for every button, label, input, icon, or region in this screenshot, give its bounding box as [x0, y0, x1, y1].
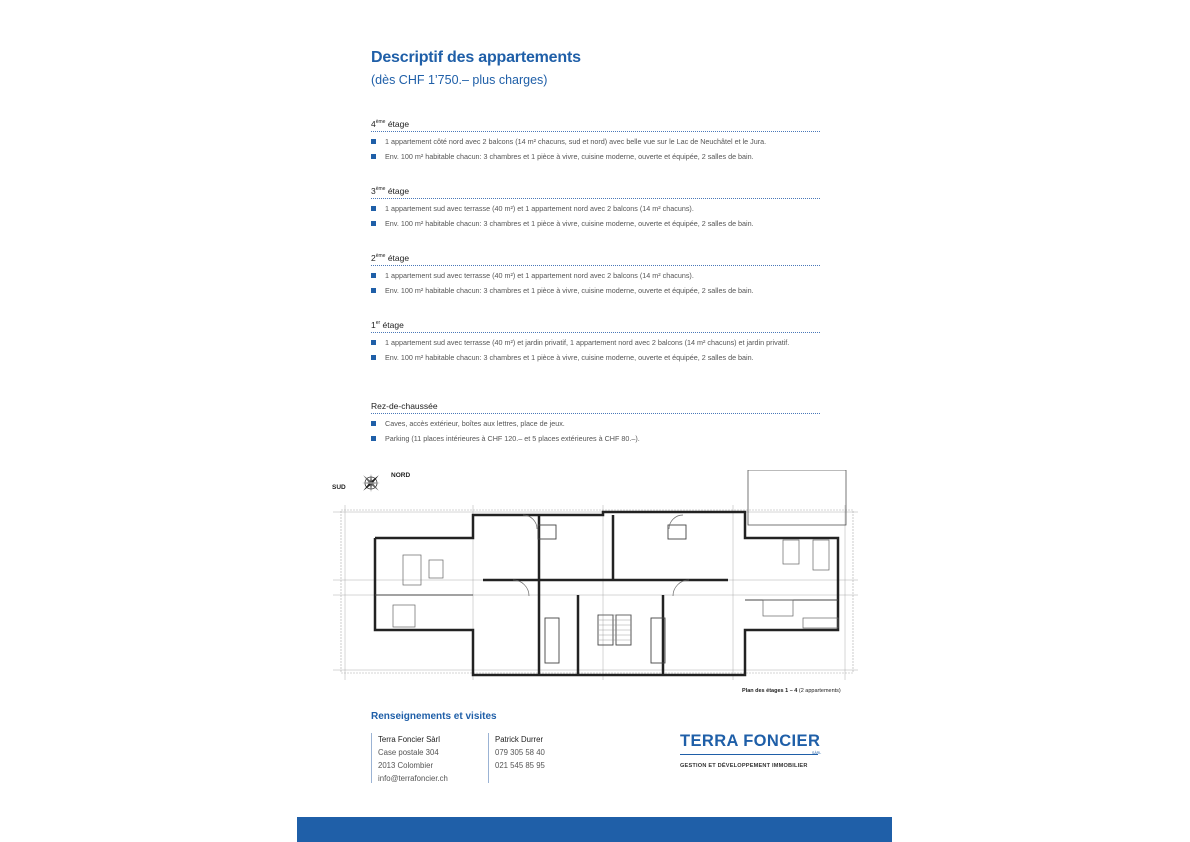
page-subtitle: (dès CHF 1’750.– plus charges) — [371, 73, 548, 87]
company-email[interactable]: info@terrafoncier.ch — [378, 774, 448, 783]
section-heading: 3ème étage — [371, 186, 820, 199]
list-item: 1 appartement côté nord avec 2 balcons (14 m² chacuns, sud et nord) avec belle vue sur le Lac de Neuchâtel et le Jura. — [371, 137, 820, 147]
list-item: 1 appartement sud avec terrasse (40 m²) et 1 appartement nord avec 2 balcons (14 m² chacuns). — [371, 271, 820, 281]
contact-divider — [371, 733, 372, 783]
plan-caption: Plan des étages 1 – 4 (2 appartements) — [742, 688, 841, 694]
logo-legal: SÀRL — [812, 751, 822, 755]
company-postbox: Case postale 304 — [378, 748, 439, 757]
section-heading: 1er étage — [371, 320, 820, 333]
section-heading: 2ème étage — [371, 253, 820, 266]
section-3rd-floor — [371, 186, 820, 234]
list-item: Parking (11 places intérieures à CHF 120.– et 5 places extérieures à CHF 80.–). — [371, 434, 820, 444]
section-heading: 4ème étage — [371, 119, 820, 132]
footer-bar — [297, 817, 892, 842]
person-phone-fixed[interactable]: 021 545 85 95 — [495, 761, 545, 770]
section-2nd-floor — [371, 253, 820, 301]
list-item: Env. 100 m² habitable chacun: 3 chambres et 1 pièce à vivre, cuisine moderne, ouverte et équipée, 2 salles de bain. — [371, 152, 820, 162]
logo-tagline: GESTION ET DÉVELOPPEMENT IMMOBILIER — [680, 763, 808, 769]
list-item: Env. 100 m² habitable chacun: 3 chambres et 1 pièce à vivre, cuisine moderne, ouverte et équipée, 2 salles de bain. — [371, 286, 820, 296]
person-name: Patrick Durrer — [495, 735, 544, 744]
list-item: Caves, accès extérieur, boîtes aux lettres, place de jeux. — [371, 419, 820, 429]
list-item: 1 appartement sud avec terrasse (40 m²) et jardin privatif, 1 appartement nord avec 2 balcons (14 m² chacuns) et jardin privatif. — [371, 338, 805, 348]
list-item: Env. 100 m² habitable chacun: 3 chambres et 1 pièce à vivre, cuisine moderne, ouverte et équipée, 2 salles de bain. — [371, 219, 820, 229]
contact-divider — [488, 733, 489, 783]
section-4th-floor — [371, 119, 820, 167]
logo-rule — [680, 754, 818, 755]
company-name: Terra Foncier Sàrl — [378, 735, 440, 744]
person-contact — [495, 733, 545, 772]
compass-north-label: NORD — [391, 472, 411, 479]
company-contact — [378, 733, 448, 785]
list-item: 1 appartement sud avec terrasse (40 m²) et 1 appartement nord avec 2 balcons (14 m² chacuns). — [371, 204, 820, 214]
compass-south-label: SUD — [332, 484, 346, 491]
section-heading: Rez-de-chaussée — [371, 401, 820, 414]
list-item: Env. 100 m² habitable chacun: 3 chambres et 1 pièce à vivre, cuisine moderne, ouverte et équipée, 2 salles de bain. — [371, 353, 820, 363]
company-city: 2013 Colombier — [378, 761, 434, 770]
page-title: Descriptif des appartements — [371, 49, 581, 66]
terra-foncier-logo — [680, 732, 822, 769]
section-ground-floor — [371, 401, 820, 449]
floor-plan — [333, 470, 858, 685]
person-phone-mobile[interactable]: 079 305 58 40 — [495, 748, 545, 757]
contact-title: Renseignements et visites — [371, 711, 497, 722]
logo-brand: TERRA FONCIER — [680, 732, 821, 750]
section-1st-floor — [371, 320, 820, 368]
